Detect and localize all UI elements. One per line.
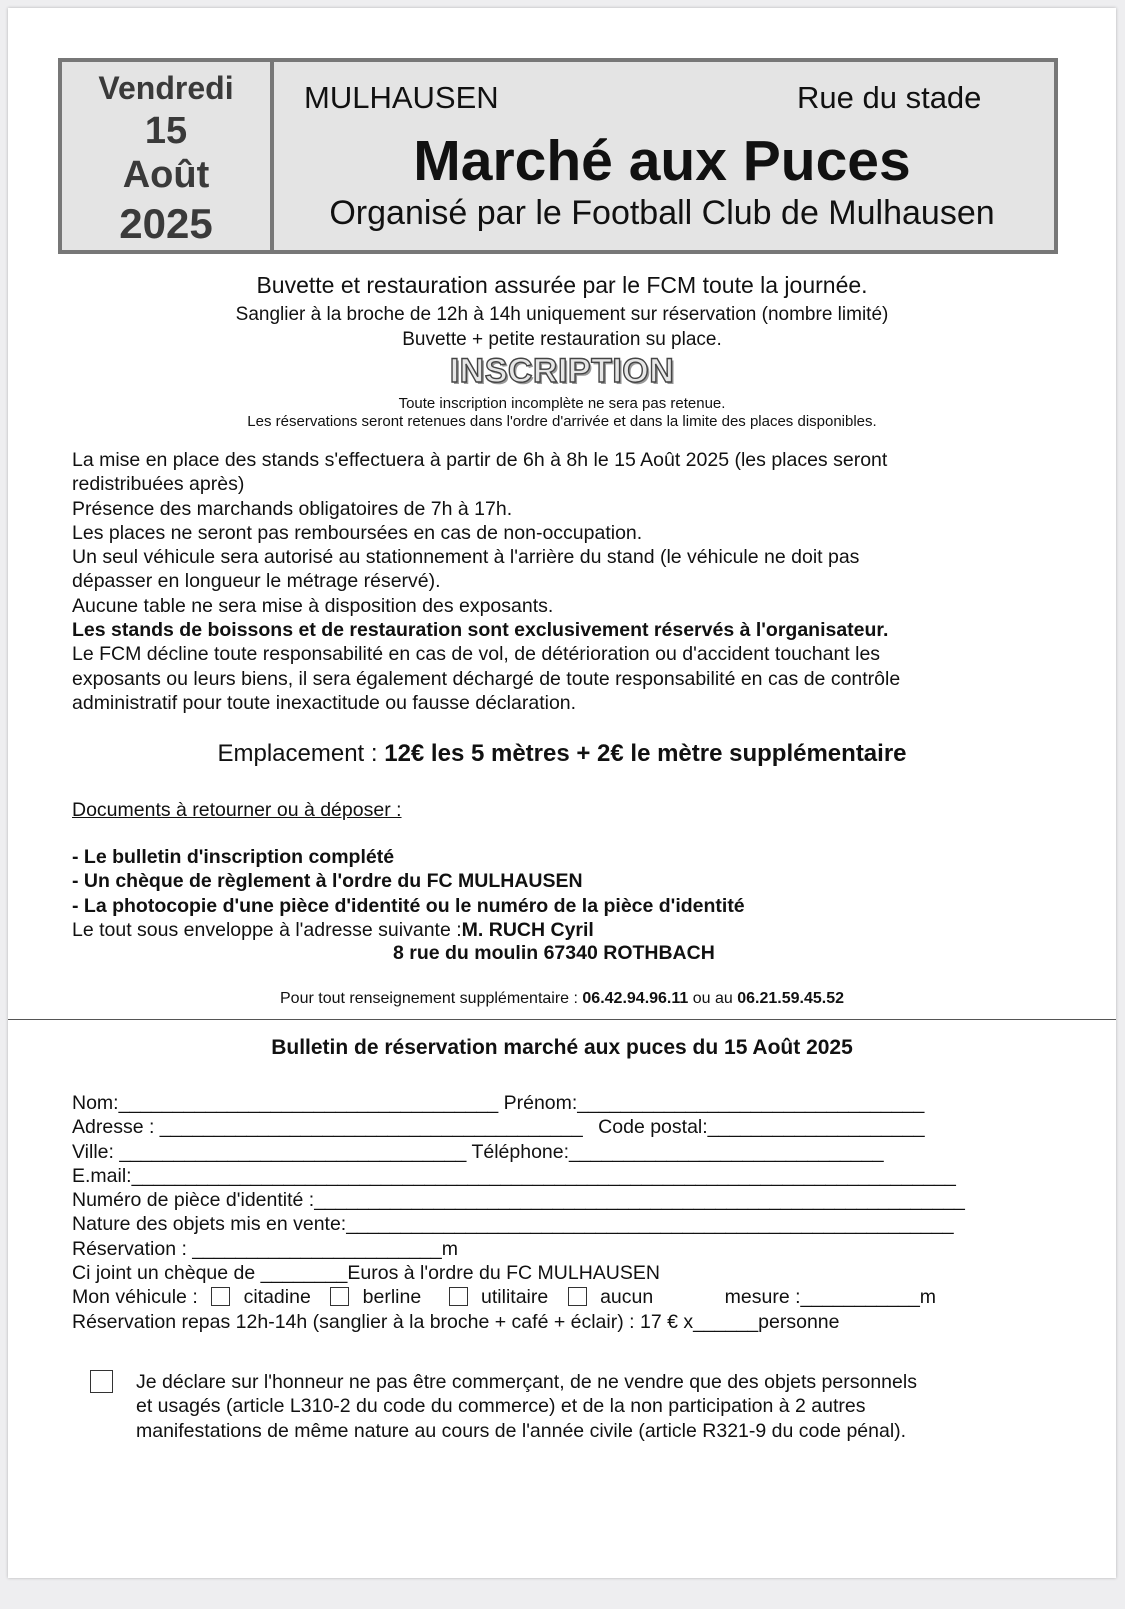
rule-liability-cont: exposants ou leurs biens, il sera également déchargé de toute responsabilité en cas de contrôle: [72, 667, 901, 690]
rule-presence: Présence des marchands obligatoires de 7h à 17h.: [72, 497, 513, 520]
berline-label: berline: [362, 1286, 422, 1309]
code-postal-field[interactable]: Code postal:____________________: [598, 1116, 925, 1139]
items-nature-field[interactable]: Nature des objets mis en vente:________________________________________________________: [72, 1213, 954, 1236]
vehicle-label: Mon véhicule :: [72, 1286, 198, 1309]
prenom-field[interactable]: Prénom:________________________________: [503, 1092, 925, 1114]
emplacement-price: 12€ les 5 mètres + 2€ le mètre supplémentaire: [384, 740, 907, 767]
date-day-name: Vendredi: [98, 70, 234, 106]
declaration-line: manifestations de même nature au cours de l'année civile (article R321-9 du code pénal).: [136, 1419, 907, 1442]
event-organizer: Organisé par le Football Club de Mulhausen: [329, 194, 995, 232]
date-year: 2025: [119, 200, 213, 247]
document-page: [8, 8, 1116, 1578]
telephone-field[interactable]: Téléphone:_____________________________: [471, 1140, 884, 1163]
document-item: - Un chèque de règlement à l'ordre du FC MULHAUSEN: [72, 870, 583, 893]
aucun-label: aucun: [600, 1286, 654, 1309]
email-field[interactable]: E.mail:____________________________________________________________________________: [72, 1164, 956, 1187]
address-name: M. RUCH Cyril: [461, 918, 594, 941]
rule-liability: Le FCM décline toute responsabilité en cas de vol, de détérioration ou d'accident touchant les: [72, 643, 881, 666]
document-item: - Le bulletin d'inscription complété: [72, 846, 395, 868]
declaration-line: Je déclare sur l'honneur ne pas être commerçant, de ne vendre que des objets personnels: [136, 1371, 917, 1393]
rule-vehicle: Un seul véhicule sera autorisé au stationnement à l'arrière du stand (le véhicule ne doit pas: [72, 546, 860, 569]
inscription-note-2: Les réservations seront retenues dans l'ordre d'arrivée et dans la limite des places disponibles.: [247, 413, 877, 430]
event-date: [62, 62, 274, 250]
reservation-form: [72, 1091, 965, 1334]
utilitaire-label: utilitaire: [481, 1286, 549, 1309]
documents-heading: Documents à retourner ou à déposer :: [72, 799, 402, 821]
rule-vehicle-cont: dépasser en longueur le métrage réservé).: [72, 570, 441, 593]
rule-liability-end: administratif pour toute inexactitude ou fausse déclaration.: [72, 691, 577, 714]
citadine-checkbox[interactable]: [211, 1287, 230, 1306]
contact-phone-2: 06.21.59.45.52: [737, 990, 844, 1007]
nom-field[interactable]: Nom:___________________________________: [72, 1092, 499, 1114]
rule-setup: La mise en place des stands s'effectuera à partir de 6h à 8h le 15 Août 2025 (les places seront: [72, 449, 888, 471]
form-row-address: [72, 1115, 965, 1139]
ville-field[interactable]: Ville: ________________________________: [72, 1140, 467, 1163]
rule-food-stands: Les stands de boissons et de restauration sont exclusivement réservés à l'organisateur.: [72, 619, 889, 642]
berline-checkbox[interactable]: [330, 1287, 349, 1306]
date-month: Août: [122, 154, 210, 196]
event-title: Marché aux Puces: [413, 129, 911, 193]
emplacement-price-line: [8, 740, 1116, 768]
form-row-name: [72, 1091, 965, 1115]
rule-setup-cont: redistribuées après): [72, 473, 245, 496]
date-day-number: 15: [144, 110, 188, 152]
contact-phone-1: 06.42.94.96.11: [582, 990, 689, 1007]
address-label: Le tout sous enveloppe à l'adresse suivante :: [72, 918, 462, 941]
vehicle-row: [72, 1285, 965, 1309]
emplacement-label: Emplacement :: [217, 740, 385, 767]
address-street: 8 rue du moulin 67340 ROTHBACH: [393, 942, 715, 964]
event-city: MULHAUSEN: [304, 80, 499, 115]
divider: [8, 1019, 1116, 1020]
document-item: - La photocopie d'une pièce d'identité ou le numéro de la pièce d'identité: [72, 894, 745, 917]
intro-line-2: Sanglier à la broche de 12h à 14h uniquement sur réservation (nombre limité): [235, 304, 889, 325]
utilitaire-checkbox[interactable]: [449, 1287, 468, 1306]
bulletin-title: Bulletin de réservation marché aux puces du 15 Août 2025: [271, 1036, 853, 1059]
contact-separator: ou au: [688, 990, 738, 1007]
cheque-amount-field[interactable]: Ci joint un chèque de ________Euros à l'ordre du FC MULHAUSEN: [72, 1262, 660, 1285]
event-street: Rue du stade: [797, 80, 982, 115]
rule-tables: Aucune table ne sera mise à disposition des exposants.: [72, 594, 554, 617]
aucun-checkbox[interactable]: [568, 1287, 587, 1306]
citadine-label: citadine: [243, 1286, 311, 1309]
vehicle-length-field[interactable]: mesure :___________m: [724, 1286, 937, 1309]
declaration-text: [136, 1370, 917, 1443]
meal-reservation-field[interactable]: Réservation repas 12h-14h (sanglier à la broche + café + éclair) : 17 € x______personne: [72, 1310, 840, 1333]
rules-block: [72, 448, 900, 715]
address-line: [72, 918, 745, 942]
form-row-city: [72, 1140, 965, 1164]
declaration-checkbox[interactable]: [90, 1370, 113, 1393]
inscription-heading: INSCRIPTION: [449, 352, 675, 390]
reservation-length-field[interactable]: Réservation : _______________________m: [72, 1237, 458, 1260]
declaration-line: et usagés (article L310-2 du code du commerce) et de la non participation à 2 autres: [136, 1395, 866, 1418]
intro-line-3: Buvette + petite restauration su place.: [402, 329, 722, 350]
contact-label: Pour tout renseignement supplémentaire :: [280, 990, 583, 1007]
rule-refund: Les places ne seront pas remboursées en cas de non-occupation.: [72, 521, 643, 544]
adresse-field[interactable]: Adresse : _______________________________________: [72, 1116, 583, 1139]
contact-line: [8, 990, 1116, 1008]
event-header-box: [58, 58, 1058, 254]
id-number-field[interactable]: Numéro de pièce d'identité :____________________________________________________________: [72, 1189, 965, 1212]
documents-list: [72, 845, 745, 942]
inscription-note-1: Toute inscription incomplète ne sera pas retenue.: [398, 395, 726, 412]
intro-line-1: Buvette et restauration assurée par le FCM toute la journée.: [256, 272, 868, 298]
